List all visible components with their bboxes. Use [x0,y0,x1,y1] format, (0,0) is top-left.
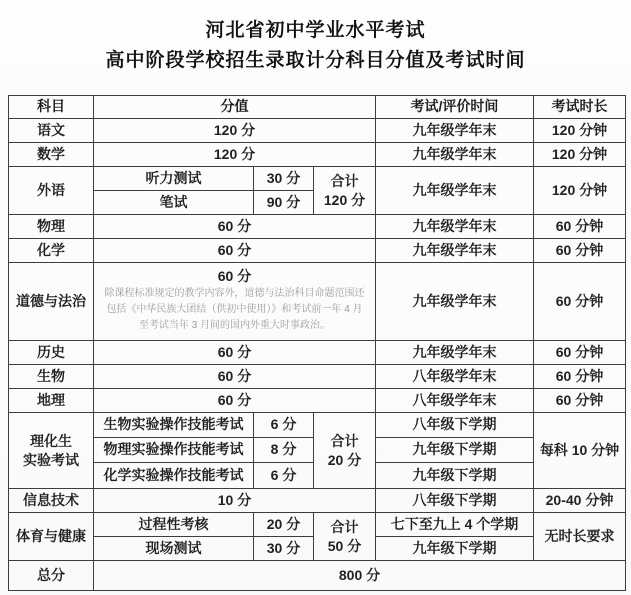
cell-duration-it: 20-40 分钟 [534,489,626,513]
cell-field-test-score: 30 分 [254,537,314,561]
cell-chem-lab-score: 6 分 [254,463,314,489]
cell-written-name: 笔试 [94,191,254,215]
cell-duration-pe-health: 无时长要求 [534,513,626,561]
cell-time-chinese: 九年级学年末 [376,119,534,143]
cell-duration-lab-exam: 每科 10 分钟 [534,413,626,489]
row-lab-exam-1 [9,413,626,438]
cell-score-morality-law [94,263,376,341]
row-history [9,341,626,365]
cell-duration-math: 120 分钟 [534,143,626,167]
cell-process-assessment-name: 过程性考核 [94,513,254,537]
cell-score-history: 60 分 [94,341,376,365]
cell-subject-morality-law: 道德与法治 [9,263,94,341]
table-header-row [9,96,626,119]
cell-duration-chemistry: 60 分钟 [534,239,626,263]
total-value: 20 分 [327,451,362,468]
cell-time-geography: 八年级学年末 [376,389,534,413]
cell-subject-total: 总分 [9,561,94,591]
morality-law-score: 60 分 [217,267,252,284]
row-chinese [9,119,626,143]
cell-lab-exam-total [314,413,376,489]
cell-duration-foreign-language: 120 分钟 [534,167,626,215]
cell-duration-biology: 60 分钟 [534,365,626,389]
cell-score-chinese: 120 分 [94,119,376,143]
cell-time-chemistry: 九年级学年末 [376,239,534,263]
cell-duration-chinese: 120 分钟 [534,119,626,143]
cell-bio-lab-name: 生物实验操作技能考试 [94,413,254,438]
cell-subject-lab-exam [9,413,94,489]
cell-duration-history: 60 分钟 [534,341,626,365]
cell-subject-geography: 地理 [9,389,94,413]
cell-subject-chemistry: 化学 [9,239,94,263]
row-morality-law [9,263,626,341]
total-label: 合计 [330,518,359,535]
cell-listening-score: 30 分 [254,167,314,191]
cell-score-chemistry: 60 分 [94,239,376,263]
cell-subject-history: 历史 [9,341,94,365]
cell-score-biology: 60 分 [94,365,376,389]
header-time: 考试/评价时间 [376,96,534,119]
total-value: 120 分 [323,191,366,208]
total-label: 合计 [330,172,359,189]
cell-time-it: 八年级下学期 [376,489,534,513]
total-value: 50 分 [327,537,362,554]
cell-written-score: 90 分 [254,191,314,215]
cell-subject-physics: 物理 [9,215,94,239]
cell-time-biology: 八年级学年末 [376,365,534,389]
cell-field-test-name: 现场测试 [94,537,254,561]
cell-subject-foreign-language: 外语 [9,167,94,215]
row-biology [9,365,626,389]
cell-process-assessment-time: 七下至九上 4 个学期 [376,513,534,537]
row-math [9,143,626,167]
cell-time-morality-law: 九年级学年末 [376,263,534,341]
morality-law-note: 除课程标准规定的教学内容外，道德与法治科目命题范围还包括《中华民族大团结（供初中使用）》和考试前一年 4 月至考试当年 3 月间的国内外重大时事政治。 [104,288,365,332]
cell-physics-lab-name: 物理实验操作技能考试 [94,438,254,463]
row-chemistry [9,239,626,263]
lab-exam-label-line1: 理化生 [30,432,72,449]
cell-process-assessment-score: 20 分 [254,513,314,537]
header-score: 分值 [94,96,376,119]
cell-score-physics: 60 分 [94,215,376,239]
row-foreign-language-1 [9,167,626,191]
cell-bio-lab-time: 八年级下学期 [376,413,534,438]
cell-duration-physics: 60 分钟 [534,215,626,239]
cell-score-it: 10 分 [94,489,376,513]
row-pe-health-1 [9,513,626,537]
cell-chem-lab-name: 化学实验操作技能考试 [94,463,254,489]
cell-subject-pe-health: 体育与健康 [9,513,94,561]
cell-pe-health-total [314,513,376,561]
page-title [0,0,631,76]
cell-time-physics: 九年级学年末 [376,215,534,239]
cell-time-history: 九年级学年末 [376,341,534,365]
cell-chem-lab-time: 九年级下学期 [376,463,534,489]
cell-score-math: 120 分 [94,143,376,167]
cell-subject-chinese: 语文 [9,119,94,143]
cell-duration-morality-law: 60 分钟 [534,263,626,341]
lab-exam-label-line2: 实验考试 [23,451,79,468]
cell-total-score-value: 800 分 [94,561,626,591]
cell-foreign-language-total [314,167,376,215]
cell-time-foreign-language: 九年级学年末 [376,167,534,215]
row-geography [9,389,626,413]
cell-field-test-time: 九年级下学期 [376,537,534,561]
total-label: 合计 [330,432,359,449]
row-physics [9,215,626,239]
header-duration: 考试时长 [534,96,626,119]
row-total-score [9,561,626,591]
cell-physics-lab-time: 九年级下学期 [376,438,534,463]
cell-subject-it: 信息技术 [9,489,94,513]
page-title-line2: 高中阶段学校招生录取计分科目分值及考试时间 [105,50,526,71]
cell-subject-biology: 生物 [9,365,94,389]
cell-subject-math: 数学 [9,143,94,167]
row-information-technology [9,489,626,513]
cell-score-geography: 60 分 [94,389,376,413]
cell-bio-lab-score: 6 分 [254,413,314,438]
exam-table [8,95,626,591]
cell-physics-lab-score: 8 分 [254,438,314,463]
cell-time-math: 九年级学年末 [376,143,534,167]
cell-listening-name: 听力测试 [94,167,254,191]
header-subject: 科目 [9,96,94,119]
cell-duration-geography: 60 分钟 [534,389,626,413]
page-title-line1: 河北省初中学业水平考试 [205,20,426,41]
